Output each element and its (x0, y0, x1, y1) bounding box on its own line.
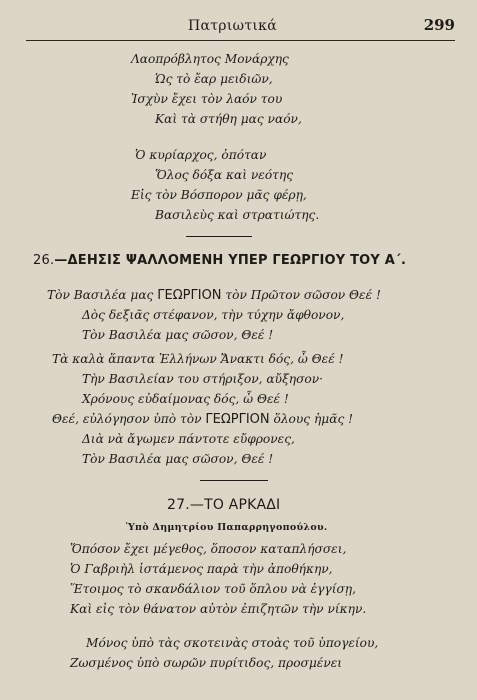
poem-line: Ὁ Γαβριὴλ ἱστάμενος παρὰ τὴν ἀποθήκην, (70, 562, 333, 576)
hymn-line: Τὴν Βασιλείαν του στήριξον, αὔξησον· (82, 372, 324, 386)
hymn-line (47, 288, 381, 303)
hymn-line (52, 412, 353, 427)
poem-line: Ἰσχὺν ἔχει τὸν λαόν του (131, 92, 283, 106)
poem-line: Ἕτοιμος τὸ σκανδάλιον τοῦ ὅπλου νὰ ἐγγίσῃ, (70, 582, 356, 596)
hymn-line: Τὸν Βασιλέα μας σῶσον, Θεέ ! (82, 328, 274, 342)
section-title: —ΔΕΗΣΙΣ ΨΑΛΛΟΜΕΝΗ ΥΠΕΡ ΓΕΩΡΓΙΟΥ ΤΟΥ Α΄. (54, 253, 407, 268)
hymn-line: Χρόνους εὐδαίμονας δός, ὦ Θεέ ! (82, 392, 289, 406)
running-title: Πατριωτικά (188, 18, 277, 34)
hymn-line: Τὰ καλὰ ἅπαντα Ἑλλήνων Ἄνακτι δός, ὦ Θεέ ! (52, 352, 344, 366)
hymn-text: Θεέ, εὐλόγησον ὑπὸ τὸν (52, 412, 206, 426)
hymn-line: Δὸς δεξιᾶς στέφανον, τὴν τύχην ἄφθονον, (82, 308, 345, 322)
hymn-line: Διὰ νὰ ἄγωμεν πάντοτε εὔφρονες, (82, 432, 295, 446)
poem-line: Ὅλος δόξα καὶ νεότης (155, 168, 294, 182)
poem-line: Μόνος ὑπὸ τὰς σκοτεινὰς στοὰς τοῦ ὑπογείου, (86, 636, 379, 650)
poem-line: Ὁ κυρίαρχος, ὁπόταν (135, 148, 267, 162)
byline: Ὑπὸ Δημητρίου Παπαρρηγοπούλου. (126, 522, 328, 533)
hymn-text: ὅλους ἡμᾶς ! (269, 412, 354, 426)
poem-line: Ζωσμένος ὑπὸ σωρῶν πυρίτιδος, προσμένει (70, 656, 343, 670)
section-heading-26 (33, 253, 406, 268)
poem-line: Βασιλεὺς καὶ στρατιώτης. (155, 208, 320, 222)
hymn-caps-name: ΓΕΩΡΓΙΟΝ (205, 412, 270, 427)
poem-line: Ὡς τὸ ἔαρ μειδιῶν, (155, 72, 273, 86)
poem-line: Εἰς τὸν Βόσπορον μᾶς φέρῃ, (131, 188, 307, 202)
section-divider (200, 480, 268, 481)
hymn-line: Τὸν Βασιλέα μας σῶσον, Θεέ ! (82, 452, 274, 466)
section-number: 26. (33, 253, 55, 268)
page-header (0, 10, 477, 34)
hymn-text: Τὸν Βασιλέα μας (47, 288, 158, 302)
header-rule (26, 40, 455, 41)
section-divider (186, 236, 252, 237)
section-heading-27: 27.—ΤΟ ΑΡΚΑΔΙ (167, 497, 281, 513)
hymn-text: τὸν Πρῶτον σῶσον Θεέ ! (221, 288, 381, 302)
poem-line: Καὶ εἰς τὸν θάνατον αὐτὸν ἐπιζητῶν τὴν νίκην. (70, 602, 367, 616)
poem-line: Λαοπρόβλητος Μονάρχης (131, 52, 289, 66)
poem-line: Καὶ τὰ στήθη μας ναόν, (155, 112, 302, 126)
poem-line: Ὅπόσον ἔχει μέγεθος, ὅποσον καταπλήσσει, (70, 542, 347, 556)
page-number: 299 (423, 16, 455, 34)
hymn-caps-name: ΓΕΩΡΓΙΟΝ (157, 288, 222, 303)
